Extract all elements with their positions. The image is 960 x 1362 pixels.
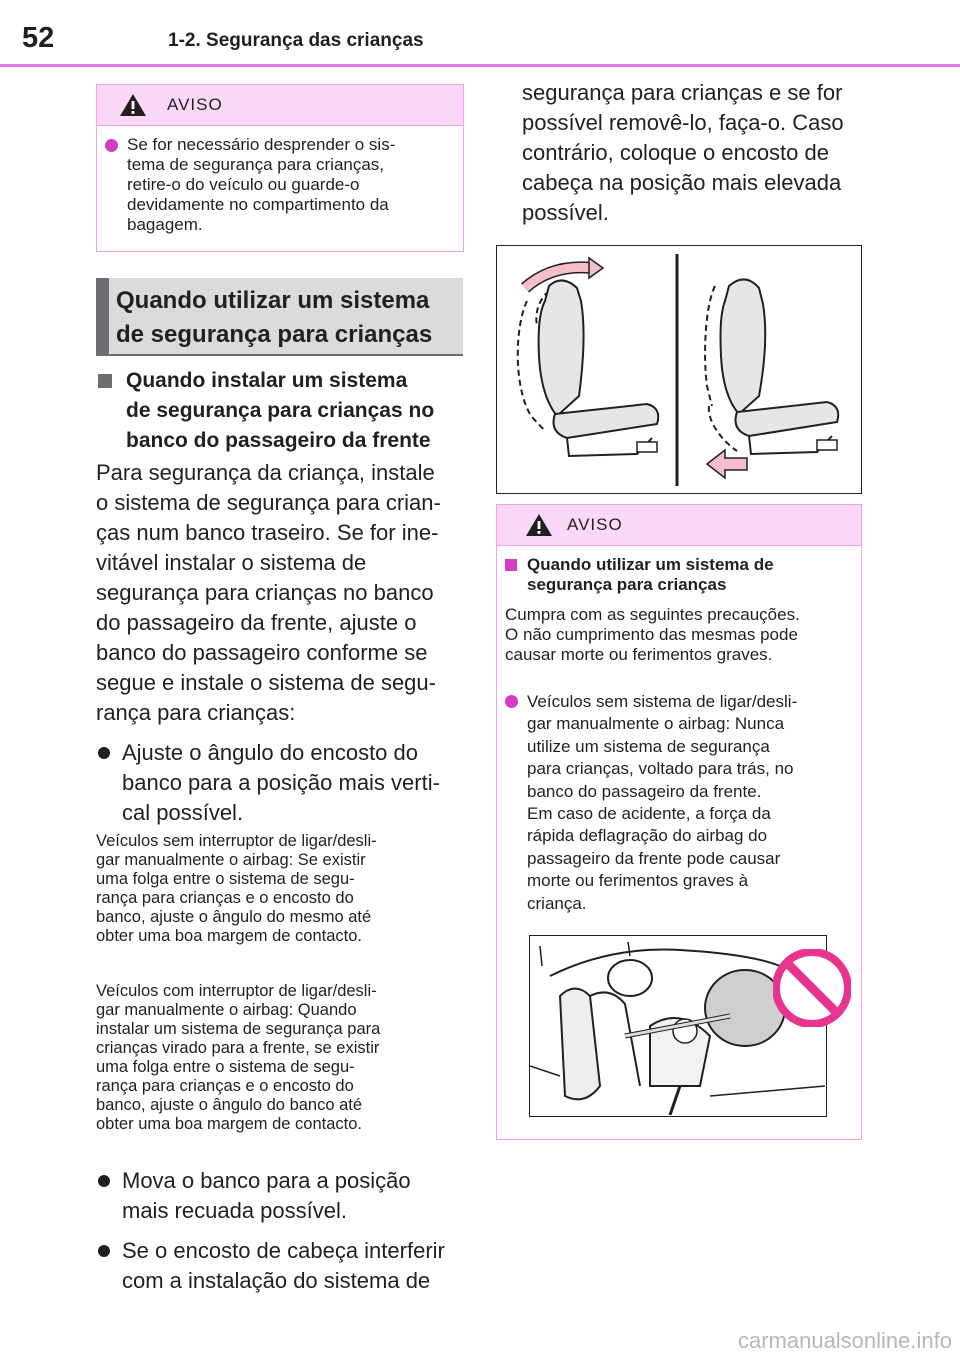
warning-intro	[505, 605, 860, 665]
bullet-dot-icon	[98, 1175, 110, 1187]
text-line: banco, ajuste o ângulo do banco até	[96, 1096, 363, 1114]
subsection-title	[126, 366, 466, 456]
watermark: carmanualsonline.info	[737, 1328, 952, 1353]
text-line: utilize um sistema de segurança	[527, 736, 770, 756]
text-line: gar manualmente o airbag: Se existir	[96, 851, 366, 869]
text-line: segue e instale o sistema de segu-	[96, 670, 436, 695]
section-heading	[96, 278, 463, 356]
subsection-line: Quando instalar um sistema	[126, 369, 408, 392]
text-line: gar manualmente o airbag: Quando	[96, 1001, 357, 1019]
seat-adjustment-image	[497, 246, 860, 492]
text-line: segurança para crianças e se for	[522, 80, 843, 105]
text-line: uma folga entre o sistema de segu-	[96, 870, 355, 888]
warning-label: AVISO	[167, 95, 223, 114]
text-line: rança para crianças e o encosto do	[96, 889, 354, 907]
text-line: rápida deflagração do airbag do	[527, 826, 768, 846]
square-bullet-icon	[505, 559, 517, 571]
text-line: morte ou ferimentos graves à	[527, 871, 749, 891]
text-line: rança para crianças:	[96, 700, 296, 725]
chapter-title: 1-2. Segurança das crianças	[168, 30, 424, 51]
text-line: O não cumprimento das mesmas pode	[505, 625, 798, 644]
text-line: obter uma boa margem de contacto.	[96, 927, 362, 945]
text-line: contrário, coloque o encosto de	[522, 140, 829, 165]
warning-header	[497, 505, 861, 546]
warning-box-1	[96, 84, 464, 252]
text-line: uma folga entre o sistema de segu-	[96, 1058, 355, 1076]
text-line: instalar um sistema de segurança para	[96, 1020, 381, 1038]
text-line: Se o encosto de cabeça interferir	[122, 1238, 445, 1263]
text-line: Ajuste o ângulo do encosto do	[122, 740, 419, 765]
square-bullet-icon	[98, 374, 112, 388]
text-line: Quando utilizar um sistema de	[527, 555, 774, 574]
text-line: Mova o banco para a posição	[122, 1168, 411, 1193]
text-line: do passageiro da frente, ajuste o	[96, 610, 417, 635]
bullet-text	[122, 1236, 468, 1296]
text-line: gar manualmente o airbag: Nunca	[527, 714, 785, 734]
text-line: banco do passageiro conforme se	[96, 640, 428, 665]
seat-illustration	[496, 245, 862, 494]
bullet-text	[122, 738, 468, 828]
warning-text: Se for necessário desprender o sis- tema de segurança para crianças, retire-o do veículo ou guarde-o devidamente no compartimento da bagagem.	[127, 135, 396, 234]
text-line: cal possível.	[122, 800, 244, 825]
text-line: o sistema de segurança para crian-	[96, 490, 441, 515]
text-line: para crianças, voltado para trás, no	[527, 759, 794, 779]
warning-header	[97, 85, 463, 126]
subsection-line: banco do passageiro da frente	[126, 429, 431, 452]
page-number: 52	[22, 22, 55, 54]
bullet-text	[122, 1166, 468, 1226]
warning-subheading-text	[527, 555, 857, 595]
continuation-paragraph	[522, 78, 872, 228]
text-line: com a instalação do sistema de	[122, 1268, 431, 1293]
note-paragraph-2	[96, 982, 468, 1134]
text-line: crianças virado para a frente, se existir	[96, 1039, 380, 1057]
section-title-line: de segurança para crianças	[116, 321, 433, 348]
text-line: ças num banco traseiro. Se for ine-	[96, 520, 439, 545]
subsection-line: de segurança para crianças no	[126, 399, 435, 422]
intro-paragraph	[96, 458, 468, 728]
bullet-dot-icon	[505, 695, 518, 708]
section-title-line: Quando utilizar um sistema	[116, 287, 430, 314]
note-paragraph-1	[96, 832, 468, 946]
text-line: passageiro da frente pode causar	[527, 848, 781, 868]
text-line: possível removê-lo, faça-o. Caso	[522, 110, 844, 135]
header-rule	[0, 64, 960, 67]
bullet-dot-icon	[98, 1245, 110, 1257]
text-line: segurança para crianças no banco	[96, 580, 434, 605]
heading-rule	[96, 354, 463, 356]
text-line: obter uma boa margem de contacto.	[96, 1115, 362, 1133]
text-line: causar morte ou ferimentos graves.	[505, 645, 773, 664]
text-line: criança.	[527, 893, 587, 913]
text-line: segurança para crianças	[527, 575, 727, 594]
text-line: banco do passageiro da frente.	[527, 781, 762, 801]
text-line: Veículos com interruptor de ligar/desli-	[96, 982, 377, 1000]
warning-triangle-icon	[525, 513, 553, 537]
text-line: banco, ajuste o ângulo do mesmo até	[96, 908, 372, 926]
text-line: Veículos sem sistema de ligar/desli-	[527, 692, 798, 711]
prohibition-icon	[773, 949, 851, 1027]
text-line: possível.	[522, 200, 609, 225]
text-line: Veículos sem interruptor de ligar/desli-	[96, 832, 377, 850]
text-line: rança para crianças e o encosto do	[96, 1077, 354, 1095]
warning-box-2	[496, 504, 862, 1140]
text-line: Para segurança da criança, instale	[96, 460, 435, 485]
text-line: mais recuada possível.	[122, 1198, 347, 1223]
text-line: cabeça na posição mais elevada	[522, 170, 842, 195]
text-line: Em caso de acidente, a força da	[527, 804, 771, 824]
section-title	[116, 284, 432, 352]
bullet-dot-icon	[105, 139, 118, 152]
warning-text	[527, 691, 857, 915]
text-line: banco para a posição mais verti-	[122, 770, 440, 795]
text-line: Cumpra com as seguintes precauções.	[505, 605, 800, 624]
warning-label: AVISO	[567, 515, 623, 534]
warning-triangle-icon	[119, 93, 147, 117]
text-line: vitável instalar o sistema de	[96, 550, 367, 575]
bullet-dot-icon	[98, 747, 110, 759]
heading-bar	[96, 278, 109, 356]
